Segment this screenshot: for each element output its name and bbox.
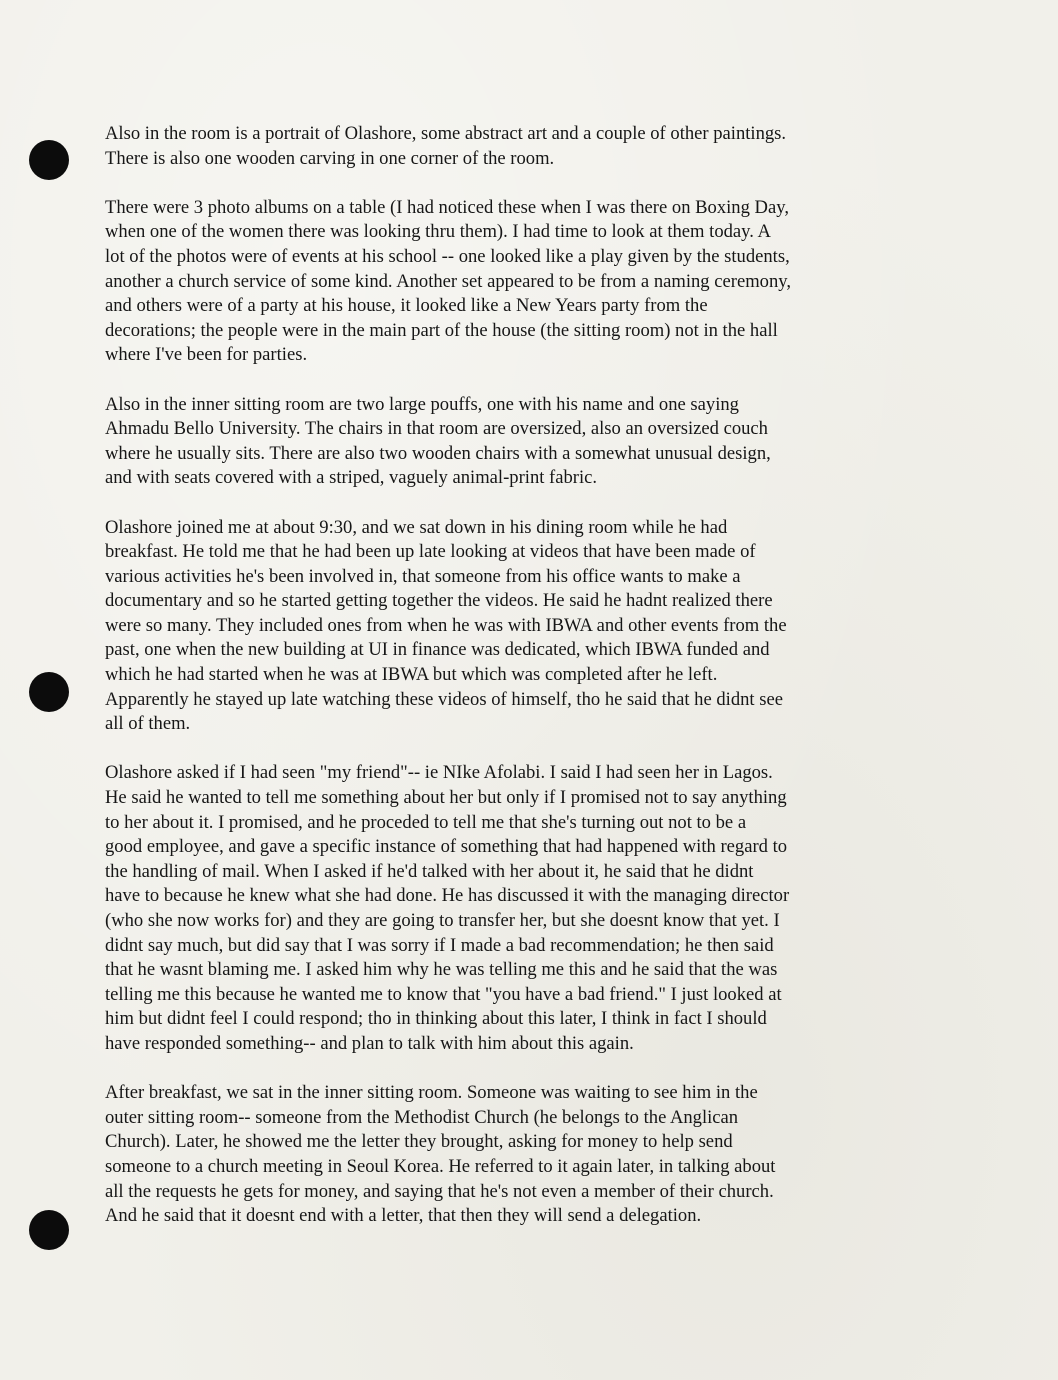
paragraph-4 — [105, 516, 935, 737]
text-line: (who she now works for) and they are going to transfer her, but she doesnt know that yet. I — [105, 910, 780, 931]
document-text — [105, 122, 935, 1253]
text-line: which he had started when he was at IBWA but which was completed after he left. — [105, 664, 718, 686]
text-line: Also in the inner sitting room are two large pouffs, one with his name and one saying — [105, 393, 739, 415]
text-line: breakfast. He told me that he had been up late looking at videos that have been made of — [105, 541, 756, 563]
text-line: when one of the women there was looking thru them). I had time to look at them today. A — [105, 221, 771, 243]
text-line: and others were of a party at his house, it looked like a New Years party from the — [105, 295, 708, 317]
text-line: There is also one wooden carving in one corner of the room. — [105, 147, 555, 169]
text-line: various activities he's been involved in, that someone from his office wants to make a — [105, 565, 741, 587]
text-line: Olashore joined me at about 9:30, and we sat down in his dining room while he had — [105, 516, 728, 538]
text-line: the handling of mail. When I asked if he'd talked with her about it, he said that he didnt — [105, 860, 754, 882]
text-line: someone to a church meeting in Seoul Korea. He referred to it again later, in talking about — [105, 1155, 776, 1177]
text-line: decorations; the people were in the main part of the house (the sitting room) not in the hall — [105, 319, 778, 341]
text-line: him but didnt feel I could respond; tho in thinking about this later, I think in fact I should — [105, 1008, 767, 1030]
binder-hole-bottom — [29, 1210, 69, 1250]
text-line: that he wasnt blaming me. I asked him why he was telling me this and he said that the was — [105, 959, 778, 981]
text-line: And he said that it doesnt end with a letter, that then they will send a delegation. — [105, 1205, 702, 1227]
paragraph-5 — [105, 761, 935, 1056]
text-line: Apparently he stayed up late watching these videos of himself, tho he said that he didnt see — [105, 688, 783, 710]
paragraph-1 — [105, 122, 935, 171]
text-line: He said he wanted to tell me something about her but only if I promised not to say anything — [105, 787, 787, 809]
text-line: outer sitting room-- someone from the Methodist Church (he belongs to the Anglican — [105, 1106, 739, 1128]
paragraph-3 — [105, 393, 935, 491]
text-line: good employee, and gave a specific instance of something that had happened with regard to — [105, 836, 788, 858]
text-line: Also in the room is a portrait of Olashore, some abstract art and a couple of other paintings. — [105, 123, 787, 144]
text-line: After breakfast, we sat in the inner sitting room. Someone was waiting to see him in the — [105, 1082, 758, 1104]
text-line: Olashore asked if I had seen "my friend"-- ie NIke Afolabi. I said I had seen her in Lagos. — [105, 762, 773, 784]
text-line: another a church service of some kind. Another set appeared to be from a naming ceremony, — [105, 270, 791, 292]
text-line: have responded something-- and plan to talk with him about this again. — [105, 1032, 634, 1054]
text-line: to her about it. I promised, and he proceded to tell me that she's turning out not to be a — [105, 811, 747, 833]
text-line: telling me this because he wanted me to know that "you have a bad friend." I just looked at — [105, 983, 782, 1005]
binder-hole-middle — [29, 672, 69, 712]
text-line: and with seats covered with a striped, vaguely animal-print fabric. — [105, 467, 598, 489]
text-line: where he usually sits. There are also two wooden chairs with a somewhat unusual design, — [105, 442, 771, 464]
text-line: Ahmadu Bello University. The chairs in that room are oversized, also an oversized couch — [105, 418, 768, 440]
text-line: documentary and so he started getting together the videos. He said he hadnt realized there — [105, 590, 773, 612]
paragraph-2 — [105, 196, 935, 368]
text-line: Church). Later, he showed me the letter they brought, asking for money to help send — [105, 1131, 733, 1153]
paragraph-6 — [105, 1081, 935, 1229]
text-line: past, one when the new building at UI in finance was dedicated, which IBWA funded and — [105, 639, 770, 661]
text-line: There were 3 photo albums on a table (I had noticed these when I was there on Boxing Day, — [105, 196, 789, 218]
text-line: where I've been for parties. — [105, 344, 308, 366]
text-line: all of them. — [105, 713, 191, 735]
text-line: have to because he knew what she had done. He has discussed it with the managing director — [105, 885, 790, 907]
text-line: were so many. They included ones from when he was with IBWA and other events from the — [105, 614, 787, 636]
text-line: lot of the photos were of events at his school -- one looked like a play given by the students, — [105, 245, 790, 267]
text-line: didnt say much, but did say that I was sorry if I made a bad recommendation; he then said — [105, 934, 774, 956]
text-line: all the requests he gets for money, and saying that he's not even a member of their church. — [105, 1180, 774, 1202]
binder-hole-top — [29, 140, 69, 180]
